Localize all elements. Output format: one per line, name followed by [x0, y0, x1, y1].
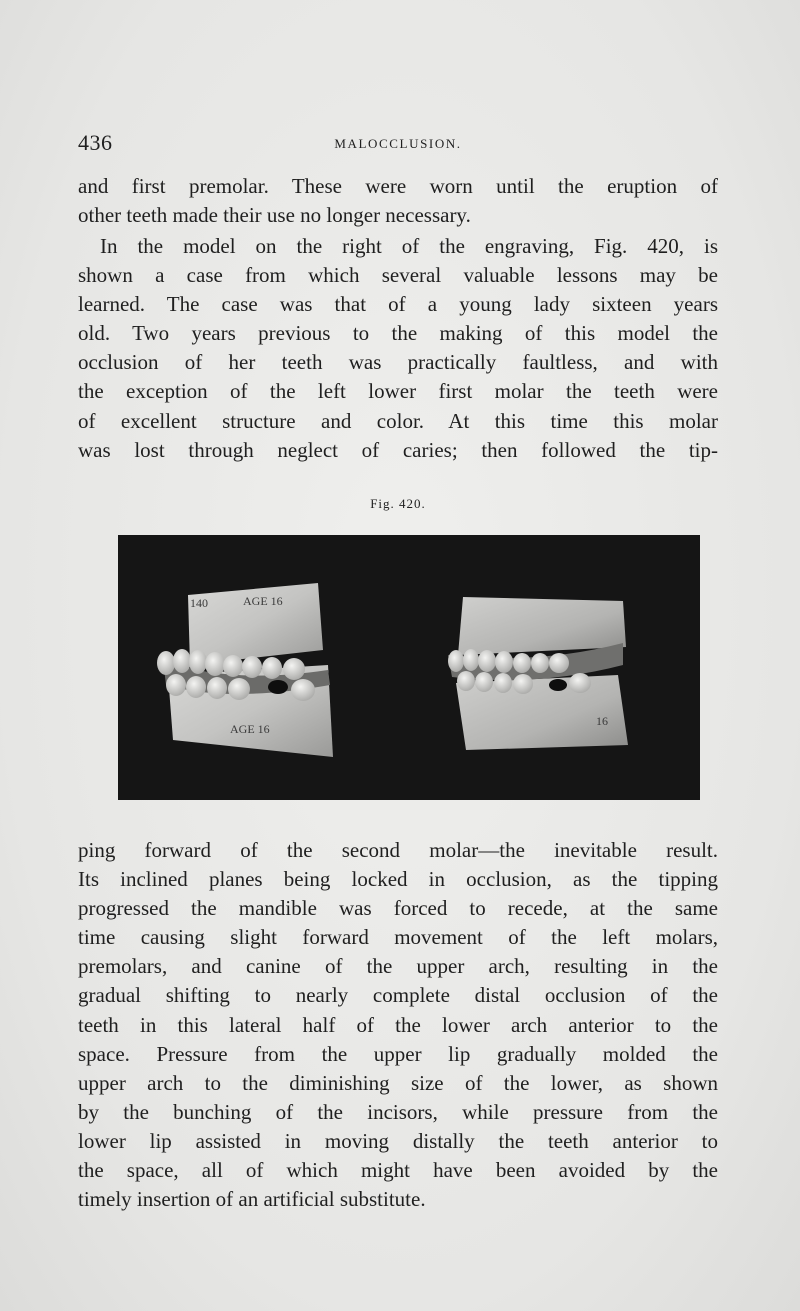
text-line: gradual shifting to nearly complete distal occlusion of the: [78, 983, 718, 1008]
text-line: Its inclined planes being locked in occlusion, as the tipping: [78, 867, 718, 892]
text-line: time causing slight forward movement of the left molars,: [78, 925, 718, 950]
text-line: of excellent structure and color. At this time this molar: [78, 408, 718, 433]
text-line: ping forward of the second molar—the inevitable result.: [78, 838, 718, 862]
text-line: shown a case from which several valuable lessons may be: [78, 263, 718, 288]
text-line: learned. The case was that of a young lady sixteen years: [78, 292, 718, 317]
text-line: old. Two years previous to the making of this model the: [78, 321, 718, 346]
paragraph-2: [78, 232, 718, 465]
text-line: upper arch to the diminishing size of the lower, as shown: [78, 1070, 718, 1095]
figure-photograph: [118, 535, 700, 800]
text-line: timely insertion of an artificial substitute.: [78, 1187, 426, 1212]
text-line: was lost through neglect of caries; then followed the tip-: [78, 437, 718, 462]
running-title: MALOCCLUSION.: [334, 136, 462, 151]
book-page: [78, 0, 718, 1311]
page-number: 436: [78, 130, 113, 155]
left-model-label-lower: AGE 16: [230, 722, 270, 736]
text-line: other teeth made their use no longer necessary.: [78, 203, 471, 228]
text-line: occlusion of her teeth was practically faultless, and with: [78, 350, 718, 375]
right-model-label: 16: [596, 714, 608, 728]
text-line: by the bunching of the incisors, while pressure from the: [78, 1099, 718, 1124]
dental-models-photo: [118, 535, 700, 800]
paragraph-1: [78, 172, 718, 230]
running-head: [78, 128, 718, 162]
paragraph-3: [78, 836, 718, 1214]
text-line: space. Pressure from the upper lip gradually molded the: [78, 1041, 718, 1066]
left-model-label-number: 140: [190, 596, 208, 610]
left-model-label-upper: AGE 16: [243, 594, 283, 608]
figure-caption: Fig. 420.: [370, 496, 426, 511]
text-line: teeth in this lateral half of the lower arch anterior to the: [78, 1012, 718, 1037]
text-line: and first premolar. These were worn until the eruption of: [78, 174, 718, 198]
text-line: premolars, and canine of the upper arch, resulting in the: [78, 954, 718, 979]
text-line: In the model on the right of the engraving, Fig. 420, is: [100, 234, 718, 258]
text-line: lower lip assisted in moving distally the teeth anterior to: [78, 1128, 718, 1153]
text-line: the space, all of which might have been avoided by the: [78, 1158, 718, 1183]
text-line: the exception of the left lower first molar the teeth were: [78, 379, 718, 404]
text-line: progressed the mandible was forced to recede, at the same: [78, 896, 718, 921]
